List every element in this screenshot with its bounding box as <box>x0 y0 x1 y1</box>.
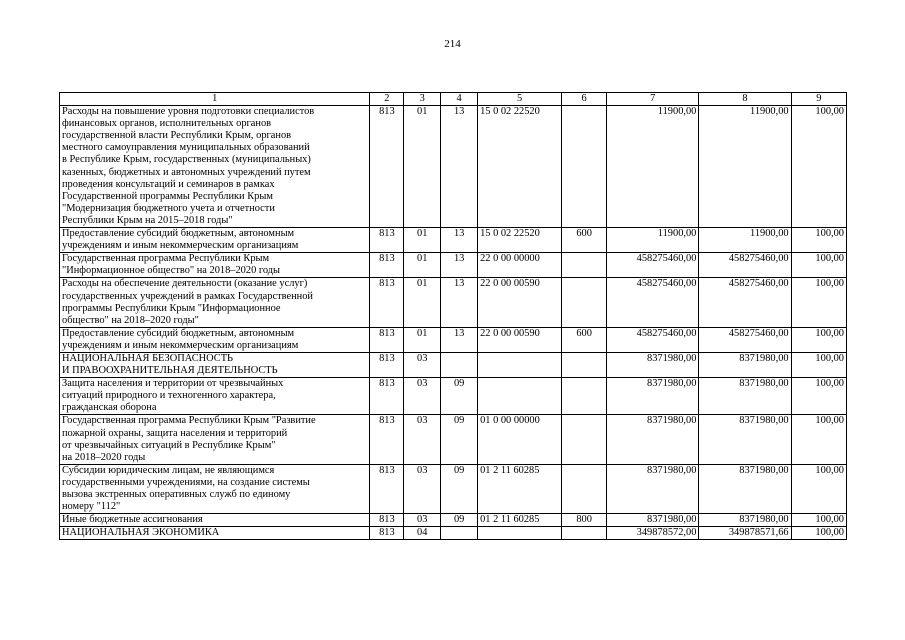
item-name: Государственная программа Республики Крым "Информационное общество" на 2018–2020 годы <box>60 253 370 278</box>
budget-table <box>59 92 847 540</box>
section-code: 01 <box>404 327 441 352</box>
expense-type-code <box>562 378 607 415</box>
expense-type-code <box>562 278 607 327</box>
table-row <box>60 514 847 527</box>
executed-amount: 458275460,00 <box>699 253 791 278</box>
section-code: 03 <box>404 378 441 415</box>
subsection-code: 13 <box>441 228 478 253</box>
target-article-code <box>478 352 562 377</box>
column-header: 6 <box>562 93 607 106</box>
subsection-code <box>441 352 478 377</box>
planned-amount: 8371980,00 <box>607 514 699 527</box>
item-name: Защита населения и территории от чрезвычайных ситуаций природного и техногенного характера, гражданская оборона <box>60 378 370 415</box>
ministry-code: 813 <box>370 278 404 327</box>
expense-type-code: 600 <box>562 327 607 352</box>
planned-amount: 11900,00 <box>607 106 699 228</box>
planned-amount: 458275460,00 <box>607 278 699 327</box>
executed-amount: 8371980,00 <box>699 352 791 377</box>
table-row <box>60 106 847 228</box>
subsection-code: 09 <box>441 415 478 464</box>
item-name: Субсидии юридическим лицам, не являющимся государственными учреждениями, на создание системы вызова экстренных оперативных служб по единому номеру "112" <box>60 464 370 513</box>
subsection-code: 09 <box>441 378 478 415</box>
expense-type-code <box>562 527 607 540</box>
column-header: 7 <box>607 93 699 106</box>
target-article-code: 15 0 02 22520 <box>478 228 562 253</box>
table-row <box>60 464 847 513</box>
subsection-code <box>441 527 478 540</box>
item-name: НАЦИОНАЛЬНАЯ ЭКОНОМИКА <box>60 527 370 540</box>
table-row <box>60 378 847 415</box>
section-code: 03 <box>404 415 441 464</box>
column-header: 8 <box>699 93 791 106</box>
ministry-code: 813 <box>370 378 404 415</box>
ministry-code: 813 <box>370 415 404 464</box>
executed-amount: 8371980,00 <box>699 464 791 513</box>
target-article-code: 01 2 11 60285 <box>478 514 562 527</box>
target-article-code: 01 0 00 00000 <box>478 415 562 464</box>
ministry-code: 813 <box>370 514 404 527</box>
expense-type-code: 800 <box>562 514 607 527</box>
section-code: 01 <box>404 278 441 327</box>
expense-type-code <box>562 253 607 278</box>
expense-type-code: 600 <box>562 228 607 253</box>
item-name: Государственная программа Республики Крым "Развитие пожарной охраны, защита населения и территорий от чрезвычайных ситуаций в Республике Крым" на 2018–2020 годы <box>60 415 370 464</box>
subsection-code: 13 <box>441 106 478 228</box>
execution-percent: 100,00 <box>791 106 846 228</box>
subsection-code: 13 <box>441 327 478 352</box>
ministry-code: 813 <box>370 464 404 513</box>
planned-amount: 8371980,00 <box>607 464 699 513</box>
target-article-code <box>478 527 562 540</box>
execution-percent: 100,00 <box>791 378 846 415</box>
execution-percent: 100,00 <box>791 228 846 253</box>
executed-amount: 458275460,00 <box>699 278 791 327</box>
execution-percent: 100,00 <box>791 352 846 377</box>
ministry-code: 813 <box>370 228 404 253</box>
table-row <box>60 527 847 540</box>
execution-percent: 100,00 <box>791 514 846 527</box>
expense-type-code <box>562 106 607 228</box>
section-code: 04 <box>404 527 441 540</box>
planned-amount: 11900,00 <box>607 228 699 253</box>
table-row <box>60 253 847 278</box>
target-article-code: 22 0 00 00590 <box>478 327 562 352</box>
item-name: Иные бюджетные ассигнования <box>60 514 370 527</box>
table-row <box>60 415 847 464</box>
item-name: Предоставление субсидий бюджетным, автономным учреждениям и иным некоммерческим организациям <box>60 228 370 253</box>
subsection-code: 09 <box>441 464 478 513</box>
execution-percent: 100,00 <box>791 527 846 540</box>
expense-type-code <box>562 352 607 377</box>
table-row <box>60 352 847 377</box>
target-article-code: 15 0 02 22520 <box>478 106 562 228</box>
planned-amount: 8371980,00 <box>607 415 699 464</box>
subsection-code: 13 <box>441 278 478 327</box>
execution-percent: 100,00 <box>791 415 846 464</box>
item-name: Расходы на обеспечение деятельности (оказание услуг) государственных учреждений в рамках Государственной программы Республики Крым "Информационное общество" на 2018–2020 годы" <box>60 278 370 327</box>
table-row <box>60 278 847 327</box>
executed-amount: 8371980,00 <box>699 378 791 415</box>
section-code: 01 <box>404 228 441 253</box>
column-header: 9 <box>791 93 846 106</box>
subsection-code: 13 <box>441 253 478 278</box>
ministry-code: 813 <box>370 106 404 228</box>
expense-type-code <box>562 415 607 464</box>
column-header-row <box>60 93 847 106</box>
ministry-code: 813 <box>370 253 404 278</box>
subsection-code: 09 <box>441 514 478 527</box>
executed-amount: 458275460,00 <box>699 327 791 352</box>
executed-amount: 349878571,66 <box>699 527 791 540</box>
planned-amount: 8371980,00 <box>607 378 699 415</box>
executed-amount: 11900,00 <box>699 106 791 228</box>
execution-percent: 100,00 <box>791 327 846 352</box>
execution-percent: 100,00 <box>791 278 846 327</box>
target-article-code: 22 0 00 00000 <box>478 253 562 278</box>
target-article-code: 22 0 00 00590 <box>478 278 562 327</box>
table-row <box>60 327 847 352</box>
executed-amount: 8371980,00 <box>699 415 791 464</box>
expense-type-code <box>562 464 607 513</box>
planned-amount: 458275460,00 <box>607 253 699 278</box>
planned-amount: 349878572,00 <box>607 527 699 540</box>
planned-amount: 458275460,00 <box>607 327 699 352</box>
section-code: 03 <box>404 352 441 377</box>
column-header: 1 <box>60 93 370 106</box>
ministry-code: 813 <box>370 327 404 352</box>
column-header: 4 <box>441 93 478 106</box>
section-code: 01 <box>404 106 441 228</box>
ministry-code: 813 <box>370 527 404 540</box>
column-header: 3 <box>404 93 441 106</box>
item-name: Расходы на повышение уровня подготовки специалистов финансовых органов, исполнительных органов государственной власти Республики Крым, органов местного самоуправления муниципальных образований в Республике Крым, государственных (муниципальных) казенных, бюджетных и автономных учреждений путем проведения консультаций и семинаров в рамках Государственной программы Республики Крым "Модернизация бюджетного учета и отчетности Республики Крым на 2015–2018 годы" <box>60 106 370 228</box>
item-name: НАЦИОНАЛЬНАЯ БЕЗОПАСНОСТЬ И ПРАВООХРАНИТЕЛЬНАЯ ДЕЯТЕЛЬНОСТЬ <box>60 352 370 377</box>
target-article-code: 01 2 11 60285 <box>478 464 562 513</box>
section-code: 03 <box>404 464 441 513</box>
column-header: 2 <box>370 93 404 106</box>
section-code: 03 <box>404 514 441 527</box>
column-header: 5 <box>478 93 562 106</box>
executed-amount: 11900,00 <box>699 228 791 253</box>
target-article-code <box>478 378 562 415</box>
page-number: 214 <box>444 38 461 50</box>
item-name: Предоставление субсидий бюджетным, автономным учреждениям и иным некоммерческим организациям <box>60 327 370 352</box>
execution-percent: 100,00 <box>791 464 846 513</box>
executed-amount: 8371980,00 <box>699 514 791 527</box>
planned-amount: 8371980,00 <box>607 352 699 377</box>
ministry-code: 813 <box>370 352 404 377</box>
table-row <box>60 228 847 253</box>
section-code: 01 <box>404 253 441 278</box>
execution-percent: 100,00 <box>791 253 846 278</box>
